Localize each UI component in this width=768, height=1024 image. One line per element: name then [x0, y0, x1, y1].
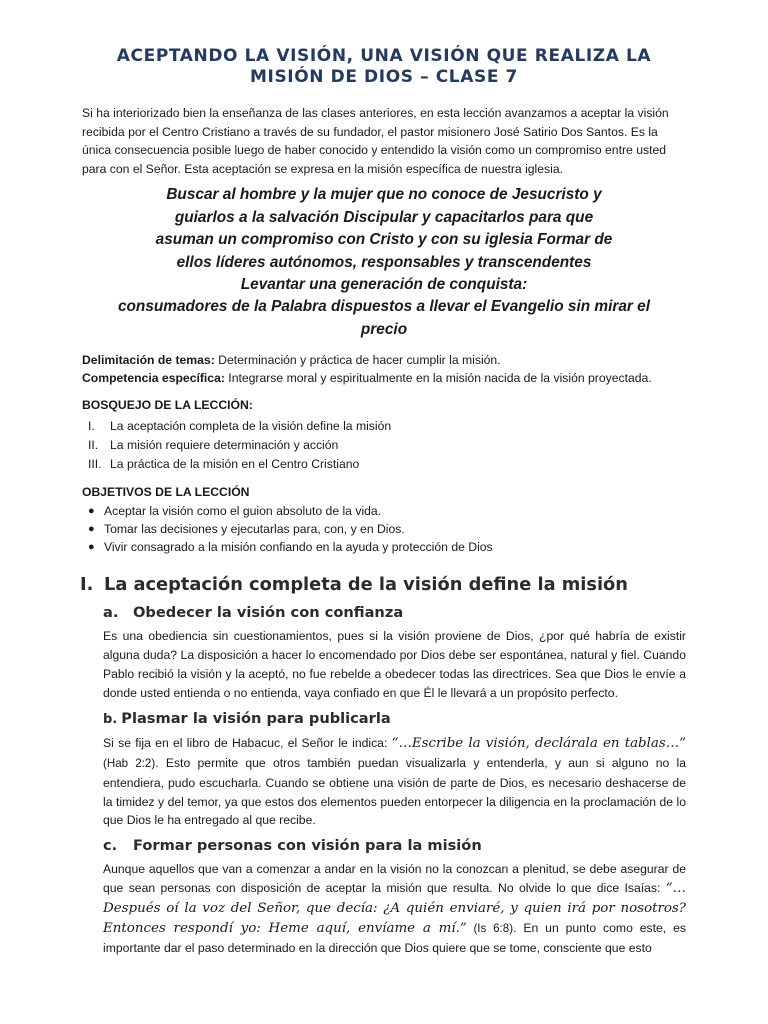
intro-paragraph: Si ha interiorizado bien la enseñanza de las clases anteriores, en esta lección avanzamos a aceptar la visión recibida por el Centro Cristiano a través de su fundador, el pastor misionero José Satirio Dos Santos. Es la única consecuencia posible luego de haber conocido y entendido la visión como un compromiso entre usted para con el Señor. Esta aceptación se expresa en la misión específica de nuestra iglesia.: [82, 106, 669, 176]
body-text: Aunque aquellos que van a comenzar a andar en la visión no la conozcan a plenitud, se debe asegurar de que sean personas con disposición de aceptar la misión que resulta. No olvide lo que dice Isaías:: [103, 862, 686, 896]
subsection-title: Formar personas con visión para la misión: [133, 837, 482, 855]
scripture-citation: (Hab 2:2): [103, 756, 156, 770]
subsection-a-body: Es una obediencia sin cuestionamientos, pues si la visión proviene de Dios, ¿por qué habría de existir alguna duda? La disposición a hacer lo encomendado por Dios debe ser espontánea, natural y fiel. Cuando Pablo recibió la visión y la aceptó, no fue rebelde a obedecer todas las directrices. Sea que Dios le envíe a donde usted entienda o no entienda, vaya confiado en que Él le llevará a un propósito perfecto.: [103, 629, 686, 700]
subsection-c-body: [103, 860, 686, 958]
list-number: I.: [88, 418, 95, 433]
vision-line: ellos líderes autónomos, responsables y transcendentes: [176, 253, 592, 271]
scripture-quote: “…Después oí la voz del Señor, que decía: ¿A quién enviaré, y quien irá por nosotros? Entonces respondí yo: Heme aquí, envíame a mí.”: [103, 881, 686, 937]
objetivos-heading: OBJETIVOS DE LA LECCIÓN: [82, 484, 250, 499]
list-number: II.: [88, 437, 99, 452]
list-text: La misión requiere determinación y acción: [110, 437, 339, 452]
list-item: [82, 455, 686, 474]
vision-line: Levantar una generación de conquista:: [240, 276, 528, 293]
vision-line: guiarlos a la salvación Discipular y capacitarlos para que: [174, 208, 594, 226]
list-text: La práctica de la misión en el Centro Cristiano: [110, 456, 360, 471]
competencia-label: Competencia específica:: [82, 371, 225, 386]
page-title-line-2: MISIÓN DE DIOS – CLASE 7: [250, 67, 518, 87]
vision-statement: [82, 184, 686, 341]
body-text: . En un punto como este, es importante dar el paso determinado en la dirección que Dios quiere que se tome, consciente que esto: [103, 921, 686, 955]
subsection-b-body: [103, 734, 686, 831]
page-title: [82, 46, 686, 88]
subsection-title: Obedecer la visión con confianza: [133, 604, 404, 622]
body-text: Si se fija en el libro de Habacuc, el Señor le indica:: [103, 735, 392, 750]
delimitacion-row: [82, 351, 686, 369]
lesson-meta: [82, 351, 686, 387]
bullet-icon: ●: [88, 540, 95, 553]
list-item: [82, 436, 686, 455]
list-text: Vivir consagrado a la misión confiando en la ayuda y protección de Dios: [104, 539, 493, 554]
subsection-title: Plasmar la visión para publicarla: [121, 709, 391, 727]
bosquejo-heading: BOSQUEJO DE LA LECCIÓN:: [82, 398, 253, 413]
scripture-quote: “…Escribe la visión, declárala en tablas…”: [391, 735, 686, 751]
subsection-heading-c: [103, 836, 686, 856]
vision-line: Buscar al hombre y la mujer que no conoce de Jesucristo y: [166, 186, 602, 204]
subsection-heading-b: [103, 709, 686, 730]
delimitacion-label: Delimitación de temas:: [82, 353, 215, 368]
section-title: La aceptación completa de la visión define la misión: [104, 574, 628, 596]
list-item: [82, 503, 686, 521]
list-text: La aceptación completa de la visión define la misión: [110, 418, 392, 433]
list-item: [82, 539, 686, 557]
bullet-icon: ●: [88, 505, 95, 518]
scripture-citation: (Is 6:8): [466, 922, 514, 936]
section-heading-1: [80, 573, 686, 597]
competencia-text: Integrarse moral y espiritualmente en la misión nacida de la visión proyectada.: [224, 371, 652, 386]
list-item: [82, 521, 686, 539]
section-marker: I.: [80, 574, 94, 596]
page-title-line-1: ACEPTANDO LA VISIÓN, UNA VISIÓN QUE REALIZA LA: [116, 46, 652, 66]
objetivos-list: [82, 503, 686, 556]
subsection-marker: c.: [103, 837, 118, 855]
list-item: [82, 417, 686, 436]
vision-line: precio: [360, 320, 408, 338]
vision-line: asuman un compromiso con Cristo y con su iglesia Formar de: [155, 231, 613, 249]
delimitacion-text: Determinación y práctica de hacer cumplir la misión.: [214, 353, 501, 368]
list-text: Aceptar la visión como el guion absoluto de la vida.: [104, 504, 382, 519]
subsection-heading-a: [103, 603, 686, 623]
bullet-icon: ●: [88, 523, 95, 535]
subsection-marker: b.: [103, 711, 118, 727]
vision-line: consumadores de la Palabra dispuestos a llevar el Evangelio sin mirar el: [117, 298, 651, 316]
bosquejo-list: [82, 417, 686, 474]
competencia-row: [82, 369, 686, 387]
body-text: . Esto permite que otros también puedan visualizarla y entenderla, y aun si alguno no la entendiera, pudo escucharla. Cuando se obtiene una visión de parte de Dios, es necesario deshacerse de la timidez y del temor, ya que estos dos elementos pueden entorpecer la diligencia en la proclamación de lo que Dios le ha entregado al que recibe.: [103, 755, 687, 828]
list-number: III.: [88, 456, 102, 471]
list-text: Tomar las decisiones y ejecutarlas para, con, y en Dios.: [104, 522, 405, 536]
subsection-marker: a.: [103, 604, 119, 622]
